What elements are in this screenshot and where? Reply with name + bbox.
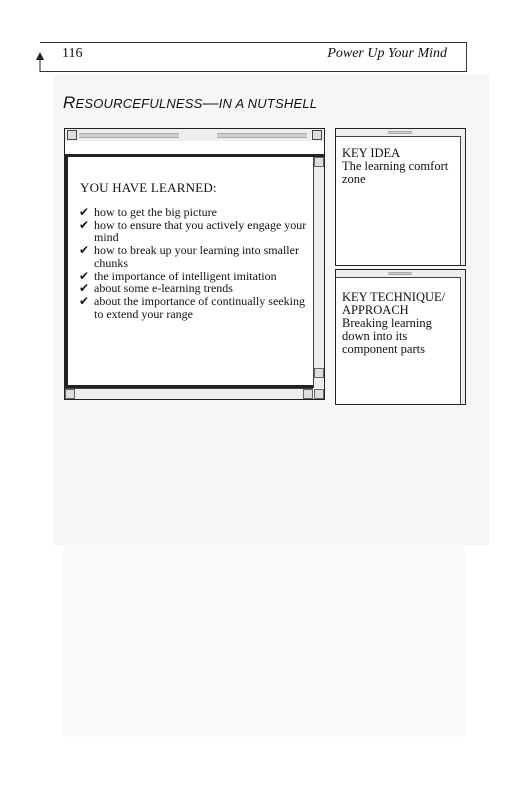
page-background-lower [63, 545, 465, 737]
checkmark-icon: ✔ [79, 205, 90, 219]
checkmark-icon: ✔ [79, 293, 90, 308]
key-idea-text: The learning comfort zone [342, 159, 449, 186]
learned-list [79, 206, 309, 320]
list-item: ✔ how to break up your learning into smaller chunks [79, 243, 299, 270]
section-title [63, 93, 317, 113]
list-item: ✔ how to get the big picture [79, 205, 217, 219]
list-item: ✔ about some e-learning trends [79, 281, 233, 296]
scroll-right-arrow-icon[interactable] [303, 389, 313, 399]
key-technique-label-2: APPROACH [342, 303, 409, 317]
learned-window [64, 128, 325, 400]
resize-grip-icon[interactable] [314, 389, 324, 399]
title-stripe [388, 272, 412, 275]
vertical-scrollbar[interactable] [460, 136, 465, 265]
list-item: ✔ the importance of intelligent imitation [79, 268, 277, 283]
title-stripe [388, 131, 412, 134]
close-box-icon[interactable] [67, 130, 77, 140]
vertical-scrollbar[interactable] [460, 277, 465, 404]
section-title-tail: IN A NUTSHELL [218, 96, 318, 111]
up-arrow-icon [35, 52, 45, 72]
checkmark-icon: ✔ [79, 243, 90, 258]
window-toolbar [65, 141, 324, 157]
section-title-initial: R [63, 93, 76, 112]
key-idea-label: KEY IDEA [342, 146, 401, 160]
horizontal-scrollbar[interactable] [65, 388, 313, 399]
key-idea-window [335, 128, 466, 266]
key-technique-text: Breaking learning down into its component parts [342, 316, 432, 356]
window-titlebar[interactable] [336, 129, 465, 137]
vertical-scrollbar[interactable] [313, 157, 324, 388]
section-title-dash: — [202, 95, 219, 112]
zoom-box-icon[interactable] [312, 130, 322, 140]
checkmark-icon: ✔ [79, 268, 90, 283]
list-item: ✔ how to ensure that you actively engage your mind [79, 217, 307, 245]
title-stripe [79, 133, 179, 138]
key-technique-window [335, 269, 466, 405]
scroll-down-arrow-icon[interactable] [314, 368, 324, 378]
scroll-left-arrow-icon[interactable] [65, 389, 75, 399]
checkmark-icon: ✔ [79, 217, 90, 232]
learned-heading: YOU HAVE LEARNED: [80, 180, 217, 195]
checkmark-icon: ✔ [79, 281, 90, 296]
section-title-rest: ESOURCEFULNESS [75, 96, 203, 111]
scroll-up-arrow-icon[interactable] [314, 157, 324, 167]
key-technique-label-1: KEY TECHNIQUE/ [342, 290, 446, 304]
page-number: 116 [62, 46, 83, 61]
list-item: ✔ about the importance of continually seeking to extend your range [79, 293, 305, 321]
window-titlebar[interactable] [336, 270, 465, 278]
running-title: Power Up Your Mind [327, 46, 447, 61]
title-stripe [217, 133, 307, 138]
